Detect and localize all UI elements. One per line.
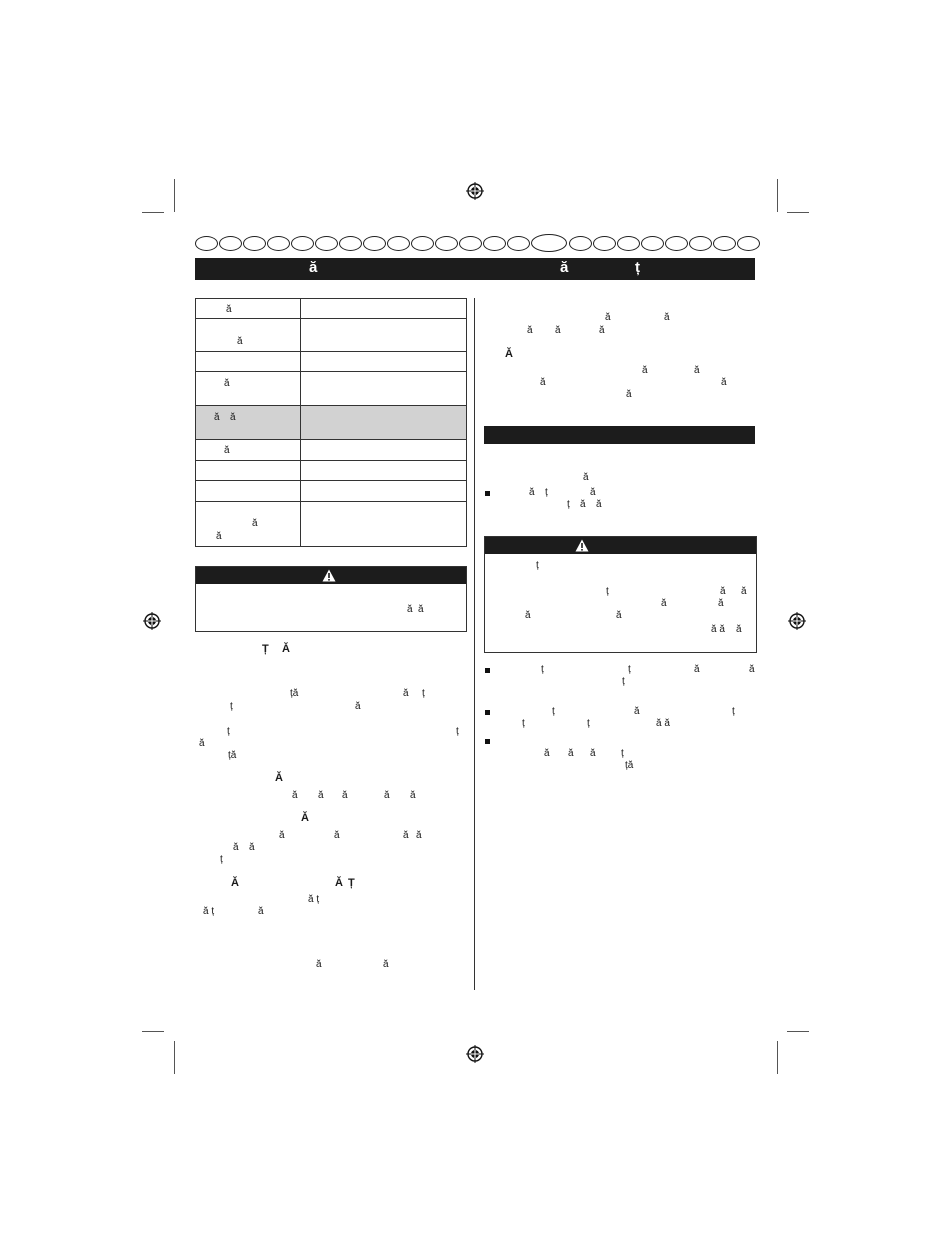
heading-glyph: Ă [335,877,343,889]
text-glyph: ț [628,664,631,675]
warning-header [485,537,756,554]
text-glyph: ă [416,830,422,841]
table-row [196,481,466,502]
title-glyph: ă [309,259,318,276]
text-glyph: ț [587,718,590,729]
table-cell-glyph: ă [252,518,258,529]
table-row [196,319,466,352]
text-glyph: ă [599,325,605,336]
text-glyph: ț [536,560,539,571]
list-bullet [485,668,490,673]
language-tab [387,236,410,251]
text-glyph: ță [625,760,634,771]
table-row [196,440,466,461]
text-glyph: ă [334,830,340,841]
warning-header [196,567,466,584]
text-glyph: ț [606,586,609,597]
language-tab [617,236,640,251]
table-cell-glyph: ă [237,336,243,347]
language-tab [219,236,242,251]
text-glyph: ță [290,688,299,699]
language-tab [339,236,362,251]
language-tab [267,236,290,251]
language-tab [531,234,567,252]
title-glyph: ă [560,259,569,276]
text-glyph: ă [736,624,742,635]
text-glyph: ă [529,487,535,498]
crop-mark [777,179,778,212]
text-glyph: ă [342,790,348,801]
registration-mark-icon [788,612,806,630]
text-glyph: ă [626,389,632,400]
language-tab [569,236,592,251]
text-glyph: ă [249,842,255,853]
text-glyph: ă [318,790,324,801]
table-cell-glyph: ă [230,412,236,423]
heading-glyph: Ă [301,812,309,824]
table-row [196,299,466,319]
language-tab [641,236,664,251]
text-glyph: ă [568,748,574,759]
warning-box [484,536,757,653]
table-cell-glyph: ă [214,412,220,423]
warning-triangle-icon [575,539,589,552]
heading-glyph: Ă [282,643,290,655]
text-glyph: ț [621,748,624,759]
table-row [196,461,466,481]
registration-mark-icon [466,182,484,200]
language-tab [411,236,434,251]
text-glyph: ț [541,664,544,675]
text-glyph: ă [355,701,361,712]
language-tab [435,236,458,251]
text-glyph: ă [590,487,596,498]
text-glyph: ă [258,906,264,917]
text-glyph: ț [552,706,555,717]
text-glyph: ă [634,706,640,717]
text-glyph: ă [605,312,611,323]
table-cell-glyph: ă [224,445,230,456]
text-glyph: ă [720,586,726,597]
text-glyph: ă [279,830,285,841]
table-cell-glyph: ă [226,304,232,315]
text-glyph: ă [616,610,622,621]
registration-mark-icon [466,1045,484,1063]
crop-mark [777,1041,778,1074]
text-glyph: ă [583,472,589,483]
table-row [196,502,466,546]
crop-mark [174,1041,175,1074]
crop-mark [787,212,809,213]
text-glyph: ț [456,726,459,737]
table-row [196,352,466,372]
language-tabs [195,236,755,252]
text-glyph: ă [383,959,389,970]
heading-glyph: Ț [262,643,269,655]
table-row [196,406,466,440]
text-glyph: ă ă [656,718,670,729]
text-glyph: ă [741,586,747,597]
language-tab [363,236,386,251]
text-glyph: ă [540,377,546,388]
text-glyph: ă [407,604,413,615]
table-cell-glyph: ă [216,531,222,542]
language-tab [737,236,760,251]
text-glyph: ț [422,688,425,699]
text-glyph: ă [403,830,409,841]
language-tab [483,236,506,251]
text-glyph: ț [622,676,625,687]
crop-mark [787,1031,809,1032]
table-row [196,372,466,406]
text-glyph: ă ț [203,906,215,917]
language-tab [459,236,482,251]
text-glyph: ă [580,499,586,510]
list-bullet [485,739,490,744]
text-glyph: ț [230,701,233,712]
text-glyph: ă [292,790,298,801]
text-glyph: ț [227,726,230,737]
text-glyph: ț [220,854,223,865]
text-glyph: ă [694,365,700,376]
text-glyph: ă [590,748,596,759]
text-glyph: ă [642,365,648,376]
text-glyph: ă [316,959,322,970]
list-bullet [485,710,490,715]
warning-box [195,566,467,632]
heading-glyph: Ă [505,348,513,360]
language-tab [689,236,712,251]
text-glyph: ă [544,748,550,759]
heading-glyph: Ă [275,772,283,784]
registration-mark-icon [143,612,161,630]
text-glyph: ț [567,499,570,510]
title-glyph: ț [635,259,640,276]
crop-mark [174,179,175,212]
table-cell-glyph: ă [224,378,230,389]
text-glyph: ă [664,312,670,323]
spec-table [195,298,467,547]
text-glyph: ă [749,664,755,675]
page-title-bar [195,258,755,280]
text-glyph: ă [384,790,390,801]
text-glyph: ț [732,706,735,717]
language-tab [243,236,266,251]
section-heading-bar [484,426,755,444]
language-tab [507,236,530,251]
column-divider [474,298,475,990]
list-bullet [485,491,490,496]
language-tab [713,236,736,251]
crop-mark [142,1031,164,1032]
text-glyph: ă [410,790,416,801]
text-glyph: ă ț [308,894,320,905]
language-tab [291,236,314,251]
text-glyph: ț [545,487,548,498]
text-glyph: ă [527,325,533,336]
heading-glyph: Ă [231,877,239,889]
text-glyph: ă [233,842,239,853]
text-glyph: ă [525,610,531,621]
text-glyph: ă [661,598,667,609]
text-glyph: ă [718,598,724,609]
text-glyph: ț [522,718,525,729]
text-glyph: ță [228,750,237,761]
language-tab [315,236,338,251]
text-glyph: ă [403,688,409,699]
text-glyph: ă [555,325,561,336]
text-glyph: ă [694,664,700,675]
text-glyph: ă [418,604,424,615]
language-tab [593,236,616,251]
warning-triangle-icon [322,569,336,582]
crop-mark [142,212,164,213]
text-glyph: ă [596,499,602,510]
heading-glyph: Ț [348,877,355,889]
text-glyph: ă ă [711,624,725,635]
text-glyph: ă [199,738,205,749]
language-tab [195,236,218,251]
text-glyph: ă [721,377,727,388]
language-tab [665,236,688,251]
